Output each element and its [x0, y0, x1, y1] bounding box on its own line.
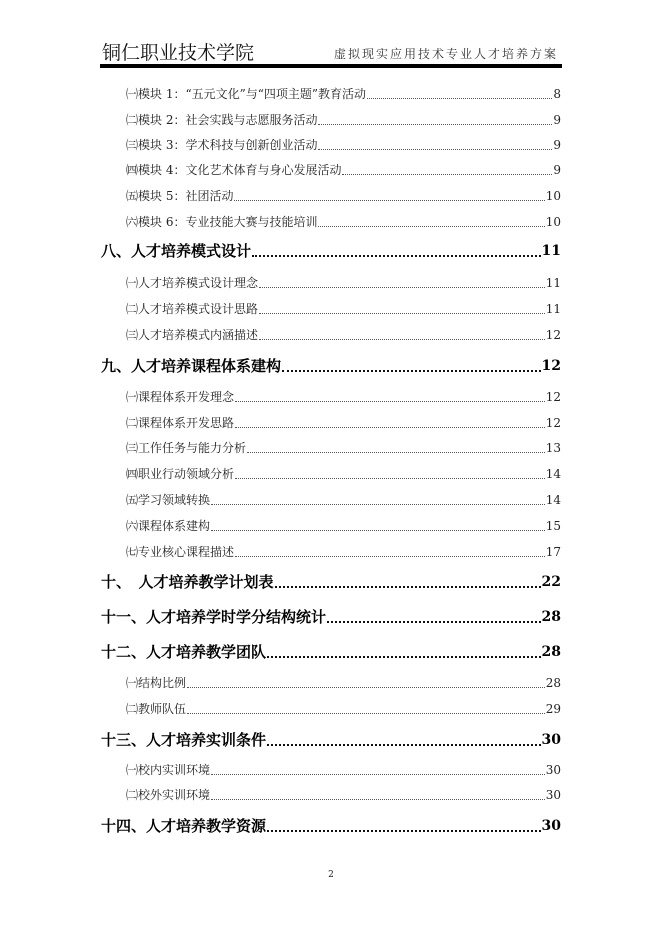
toc-entry-page-number: 12 [541, 358, 561, 374]
toc-entry-page-number: 29 [545, 702, 561, 716]
toc-entry-title: ㈡教师队伍 [126, 702, 187, 716]
toc-dot-leader [235, 401, 545, 402]
toc-entry-page-number: 11 [545, 302, 561, 316]
toc-entry-page-number: 11 [541, 243, 561, 259]
toc-dot-leader [342, 174, 552, 175]
toc-dot-leader [211, 774, 545, 775]
toc-section-entry[interactable] [126, 112, 561, 128]
toc-entry-page-number: 30 [545, 763, 561, 777]
toc-section-entry[interactable] [126, 787, 561, 803]
toc-entry-title: ㈡模块 2：社会实践与志愿服务活动 [126, 113, 318, 127]
toc-entry-page-number: 8 [553, 87, 561, 101]
toc-entry-page-number: 15 [545, 519, 561, 533]
toc-section-entry[interactable] [126, 327, 561, 343]
toc-entry-page-number: 30 [541, 818, 561, 834]
toc-section-entry[interactable] [126, 214, 561, 230]
toc-entry-title: 十二、人才培养教学团队 [101, 643, 267, 661]
toc-section-entry[interactable] [126, 518, 561, 534]
toc-dot-leader [211, 530, 545, 531]
toc-section-entry[interactable] [126, 492, 561, 508]
toc-entry-page-number: 11 [545, 276, 561, 290]
toc-entry-title: ㈡课程体系开发思路 [126, 416, 235, 430]
toc-section-entry[interactable] [126, 86, 561, 102]
toc-dot-leader [318, 226, 544, 227]
toc-section-entry[interactable] [126, 701, 561, 717]
toc-dot-leader [267, 656, 541, 658]
toc-entry-title: 十、 人才培养教学计划表 [101, 573, 274, 591]
page-number: 2 [328, 870, 334, 880]
toc-section-entry[interactable] [126, 137, 561, 153]
toc-entry-title: ㈦专业核心课程描述 [126, 545, 235, 559]
toc-dot-leader [259, 287, 545, 288]
toc-entry-title: ㈤模块 5：社团活动 [126, 189, 234, 203]
header-divider [100, 64, 562, 68]
toc-entry-title: ㈣职业行动领域分析 [126, 467, 235, 481]
toc-section-entry[interactable] [126, 544, 561, 560]
toc-entry-page-number: 9 [553, 163, 561, 177]
toc-section-entry[interactable] [126, 188, 561, 204]
toc-entry-title: ㈣模块 4：文化艺术体育与身心发展活动 [126, 163, 342, 177]
toc-dot-leader [327, 621, 541, 623]
toc-entry-title: 十三、人才培养实训条件 [101, 731, 267, 749]
toc-entry-page-number: 30 [541, 732, 561, 748]
toc-chapter-entry[interactable] [101, 816, 561, 836]
toc-section-entry[interactable] [126, 762, 561, 778]
toc-dot-leader [282, 370, 541, 372]
toc-entry-page-number: 9 [553, 138, 561, 152]
toc-entry-page-number: 28 [545, 676, 561, 690]
toc-entry-page-number: 10 [545, 215, 561, 229]
toc-dot-leader [247, 452, 545, 453]
toc-entry-title: ㈠人才培养模式设计理念 [126, 276, 259, 290]
toc-entry-page-number: 17 [545, 545, 561, 559]
toc-entry-page-number: 14 [545, 493, 561, 507]
toc-entry-page-number: 9 [553, 113, 561, 127]
toc-entry-title: ㈡校外实训环境 [126, 788, 211, 802]
toc-entry-page-number: 14 [545, 467, 561, 481]
toc-dot-leader [235, 427, 545, 428]
toc-section-entry[interactable] [126, 415, 561, 431]
toc-section-entry[interactable] [126, 389, 561, 405]
toc-section-entry[interactable] [126, 466, 561, 482]
toc-dot-leader [235, 478, 545, 479]
toc-dot-leader [259, 339, 545, 340]
toc-entry-title: 十一、人才培养学时学分结构统计 [101, 608, 327, 626]
toc-entry-title: ㈢模块 3：学术科技与创新创业活动 [126, 138, 318, 152]
toc-section-entry[interactable] [126, 440, 561, 456]
toc-entry-title: ㈠课程体系开发理念 [126, 390, 235, 404]
toc-entry-title: 八、人才培养模式设计 [101, 242, 252, 260]
toc-dot-leader [235, 556, 545, 557]
toc-dot-leader [367, 98, 552, 99]
toc-entry-title: ㈤学习领域转换 [126, 493, 211, 507]
toc-entry-title: ㈠模块 1：“五元文化”与“四项主题”教育活动 [126, 87, 366, 101]
toc-chapter-entry[interactable] [101, 356, 561, 376]
toc-entry-title: ㈥课程体系建构 [126, 519, 211, 533]
toc-chapter-entry[interactable] [101, 730, 561, 750]
toc-dot-leader [234, 200, 544, 201]
toc-section-entry[interactable] [126, 675, 561, 691]
toc-section-entry[interactable] [126, 275, 561, 291]
toc-dot-leader [259, 313, 545, 314]
toc-entry-page-number: 13 [545, 441, 561, 455]
toc-dot-leader [318, 124, 552, 125]
toc-entry-title: ㈢人才培养模式内涵描述 [126, 328, 259, 342]
toc-dot-leader [267, 744, 541, 746]
toc-entry-title: ㈢工作任务与能力分析 [126, 441, 247, 455]
toc-entry-page-number: 22 [541, 574, 561, 590]
toc-dot-leader [211, 799, 545, 800]
toc-entry-title: ㈥模块 6：专业技能大赛与技能培训 [126, 215, 318, 229]
toc-entry-title: 九、人才培养课程体系建构 [101, 357, 282, 375]
toc-chapter-entry[interactable] [101, 642, 561, 662]
header-school-name: 铜仁职业技术学院 [102, 42, 255, 64]
header-document-title: 虚拟现实应用技术专业人才培养方案 [333, 47, 558, 61]
toc-entry-page-number: 30 [545, 788, 561, 802]
toc-section-entry[interactable] [126, 301, 561, 317]
toc-entry-page-number: 28 [541, 609, 561, 625]
toc-entry-title: ㈡人才培养模式设计思路 [126, 302, 259, 316]
toc-dot-leader [252, 255, 541, 257]
toc-dot-leader [187, 687, 545, 688]
toc-chapter-entry[interactable] [101, 572, 561, 592]
toc-dot-leader [267, 830, 541, 832]
toc-dot-leader [211, 504, 545, 505]
toc-entry-page-number: 10 [545, 189, 561, 203]
toc-entry-title: ㈠结构比例 [126, 676, 187, 690]
toc-chapter-entry[interactable] [101, 241, 561, 261]
toc-dot-leader [275, 586, 541, 588]
toc-chapter-entry[interactable] [101, 607, 561, 627]
toc-dot-leader [318, 149, 552, 150]
toc-entry-title: ㈠校内实训环境 [126, 763, 211, 777]
toc-entry-page-number: 28 [541, 644, 561, 660]
toc-dot-leader [187, 713, 545, 714]
toc-entry-page-number: 12 [545, 328, 561, 342]
toc-entry-page-number: 12 [545, 390, 561, 404]
toc-section-entry[interactable] [126, 162, 561, 178]
toc-entry-page-number: 12 [545, 416, 561, 430]
toc-entry-title: 十四、人才培养教学资源 [101, 817, 267, 835]
